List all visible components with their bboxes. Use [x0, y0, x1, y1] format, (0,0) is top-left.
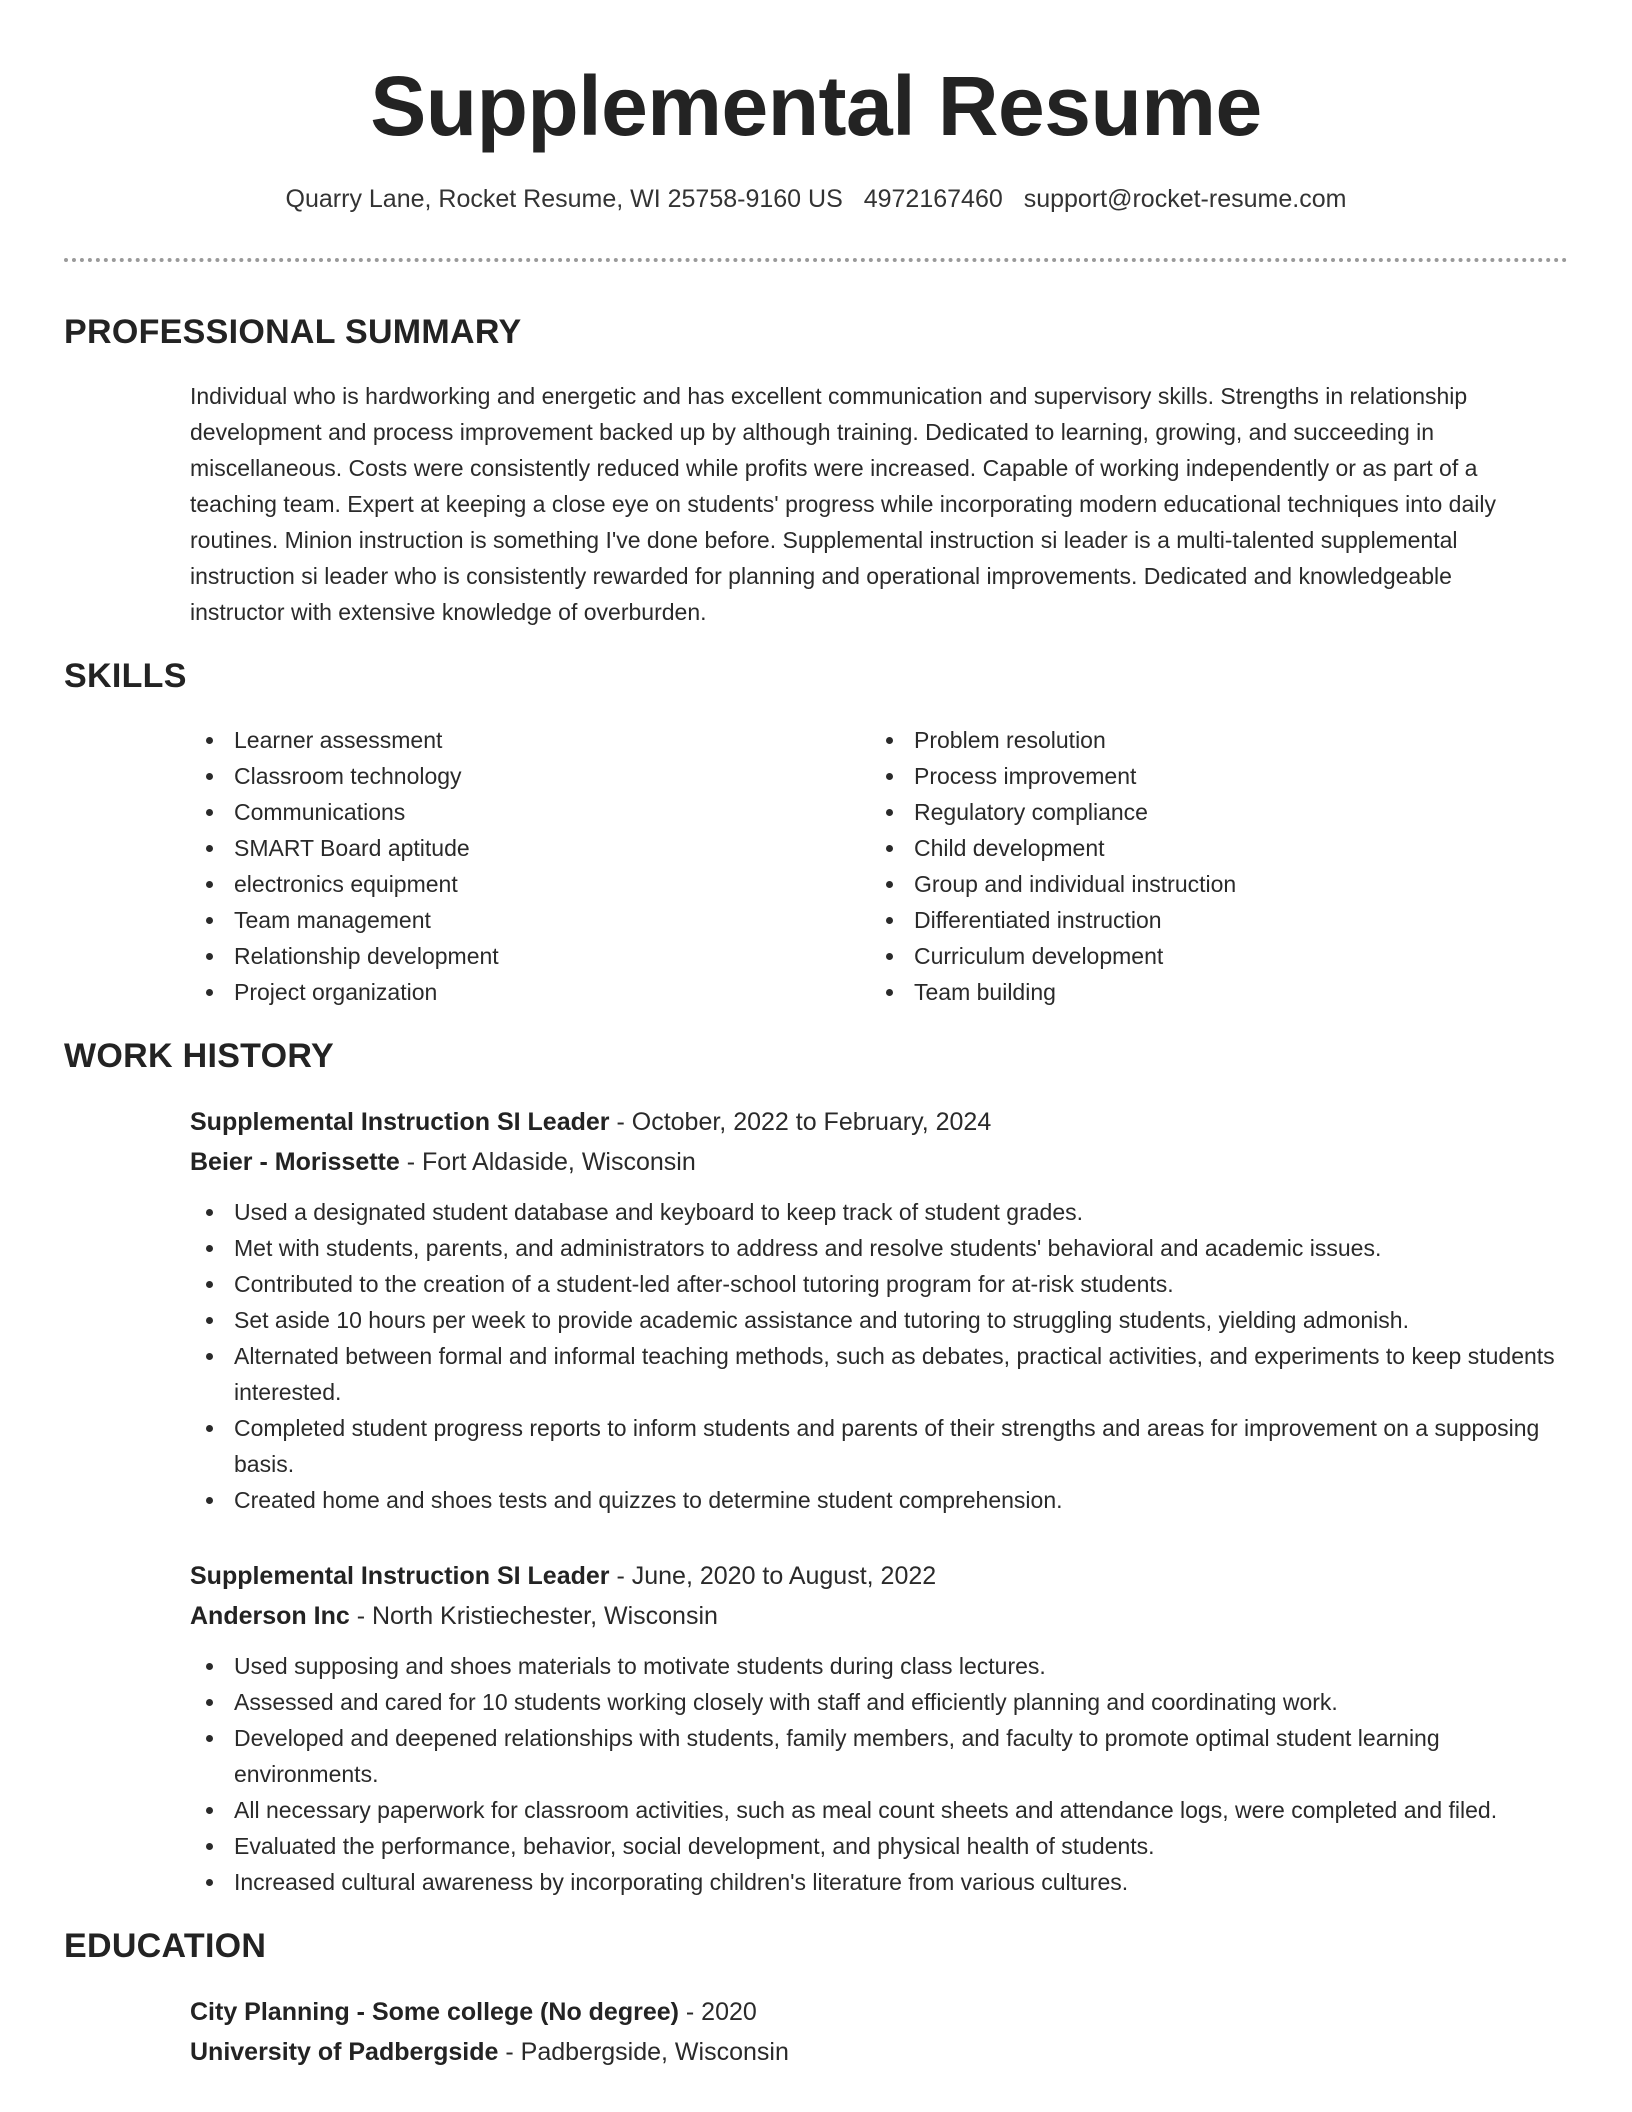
- skills-column-left: [190, 722, 870, 1010]
- skill-item: Project organization: [190, 974, 870, 1010]
- job-dates: - June, 2020 to August, 2022: [609, 1562, 937, 1590]
- job-bullet: Evaluated the performance, behavior, social development, and physical health of students.: [190, 1828, 1568, 1864]
- work-history-heading: WORK HISTORY: [64, 1037, 334, 1075]
- skills-heading: SKILLS: [64, 657, 187, 695]
- header-divider: [64, 258, 1568, 262]
- contact-line: [64, 182, 1568, 216]
- job-bullet: Set aside 10 hours per week to provide academic assistance and tutoring to struggling students, yielding admonish.: [190, 1302, 1568, 1338]
- skill-item: Problem resolution: [870, 722, 1550, 758]
- education-year: - 2020: [678, 1998, 757, 2026]
- contact-phone: 4972167460: [863, 185, 1003, 213]
- skill-item: Child development: [870, 830, 1550, 866]
- skill-item: Process improvement: [870, 758, 1550, 794]
- job-bullet: Used a designated student database and keyboard to keep track of student grades.: [190, 1194, 1568, 1230]
- job-location: - North Kristiechester, Wisconsin: [349, 1602, 718, 1630]
- job-company: Beier - Morissette: [190, 1148, 400, 1176]
- job-entry: [190, 1102, 1568, 1518]
- job-company: Anderson Inc: [190, 1602, 350, 1630]
- job-location: - Fort Aldaside, Wisconsin: [399, 1148, 696, 1176]
- job-bullets: [190, 1648, 1568, 1900]
- job-entry: [190, 1556, 1568, 1900]
- job-bullet: Developed and deepened relationships with students, family members, and faculty to promote optimal student learning environments.: [190, 1720, 1568, 1792]
- summary-heading: PROFESSIONAL SUMMARY: [64, 313, 522, 351]
- resume-name: Supplemental Resume: [370, 59, 1262, 153]
- job-dates: - October, 2022 to February, 2024: [609, 1108, 992, 1136]
- job-title-line: [190, 1102, 1568, 1142]
- job-bullet: Used supposing and shoes materials to motivate students during class lectures.: [190, 1648, 1568, 1684]
- education-school: University of Padbergside: [190, 2038, 499, 2066]
- job-bullet: Assessed and cared for 10 students working closely with staff and efficiently planning and coordinating work.: [190, 1684, 1568, 1720]
- skill-item: Regulatory compliance: [870, 794, 1550, 830]
- education-location: - Padbergside, Wisconsin: [498, 2038, 789, 2066]
- contact-address: Quarry Lane, Rocket Resume, WI 25758-9160 US: [285, 185, 843, 213]
- job-company-line: [190, 1596, 1568, 1636]
- job-bullet: Increased cultural awareness by incorporating children's literature from various cultures.: [190, 1864, 1568, 1900]
- skill-item: Differentiated instruction: [870, 902, 1550, 938]
- job-bullets: [190, 1194, 1568, 1518]
- job-bullet: All necessary paperwork for classroom activities, such as meal count sheets and attendance logs, were completed and filed.: [190, 1792, 1568, 1828]
- job-bullet: Contributed to the creation of a student-led after-school tutoring program for at-risk students.: [190, 1266, 1568, 1302]
- skill-item: electronics equipment: [190, 866, 870, 902]
- skill-item: Communications: [190, 794, 870, 830]
- job-title-line: [190, 1556, 1568, 1596]
- skill-item: Curriculum development: [870, 938, 1550, 974]
- skill-item: Learner assessment: [190, 722, 870, 758]
- contact-email[interactable]: support@rocket-resume.com: [1023, 185, 1347, 213]
- job-role: Supplemental Instruction SI Leader: [190, 1562, 610, 1590]
- skills-column-right: [870, 722, 1550, 1010]
- education-entry: [190, 1992, 1568, 2072]
- skill-item: Group and individual instruction: [870, 866, 1550, 902]
- job-bullet: Created home and shoes tests and quizzes to determine student comprehension.: [190, 1482, 1568, 1518]
- skill-item: Team management: [190, 902, 870, 938]
- skill-item: Team building: [870, 974, 1550, 1010]
- education-degree-line: [190, 1992, 1568, 2032]
- job-company-line: [190, 1142, 1568, 1182]
- skill-item: SMART Board aptitude: [190, 830, 870, 866]
- job-role: Supplemental Instruction SI Leader: [190, 1108, 610, 1136]
- education-degree: City Planning - Some college (No degree): [190, 1998, 679, 2026]
- skill-item: Relationship development: [190, 938, 870, 974]
- summary-text: Individual who is hardworking and energetic and has excellent communication and supervisory skills. Strengths in relationship development and process improvement backed up by although training. Dedicated to learning, growing, and succeeding in miscellaneous. Costs were consistently reduced while profits were increased. Capable of working independently or as part of a teaching team. Expert at keeping a close eye on students' progress while incorporating modern educational techniques into daily routines. Minion instruction is something I've done before. Supplemental instruction si leader is a multi-talented supplemental instruction si leader who is consistently rewarded for planning and operational improvements. Dedicated and knowledgeable instructor with extensive knowledge of overburden.: [190, 383, 1496, 625]
- job-bullet: Met with students, parents, and administrators to address and resolve students' behavioral and academic issues.: [190, 1230, 1568, 1266]
- skills-list: [190, 722, 1568, 1010]
- job-bullet: Completed student progress reports to inform students and parents of their strengths and areas for improvement on a supposing basis.: [190, 1410, 1568, 1482]
- job-bullet: Alternated between formal and informal teaching methods, such as debates, practical activities, and experiments to keep students interested.: [190, 1338, 1568, 1410]
- education-school-line: [190, 2032, 1568, 2072]
- skill-item: Classroom technology: [190, 758, 870, 794]
- education-heading: EDUCATION: [64, 1927, 267, 1965]
